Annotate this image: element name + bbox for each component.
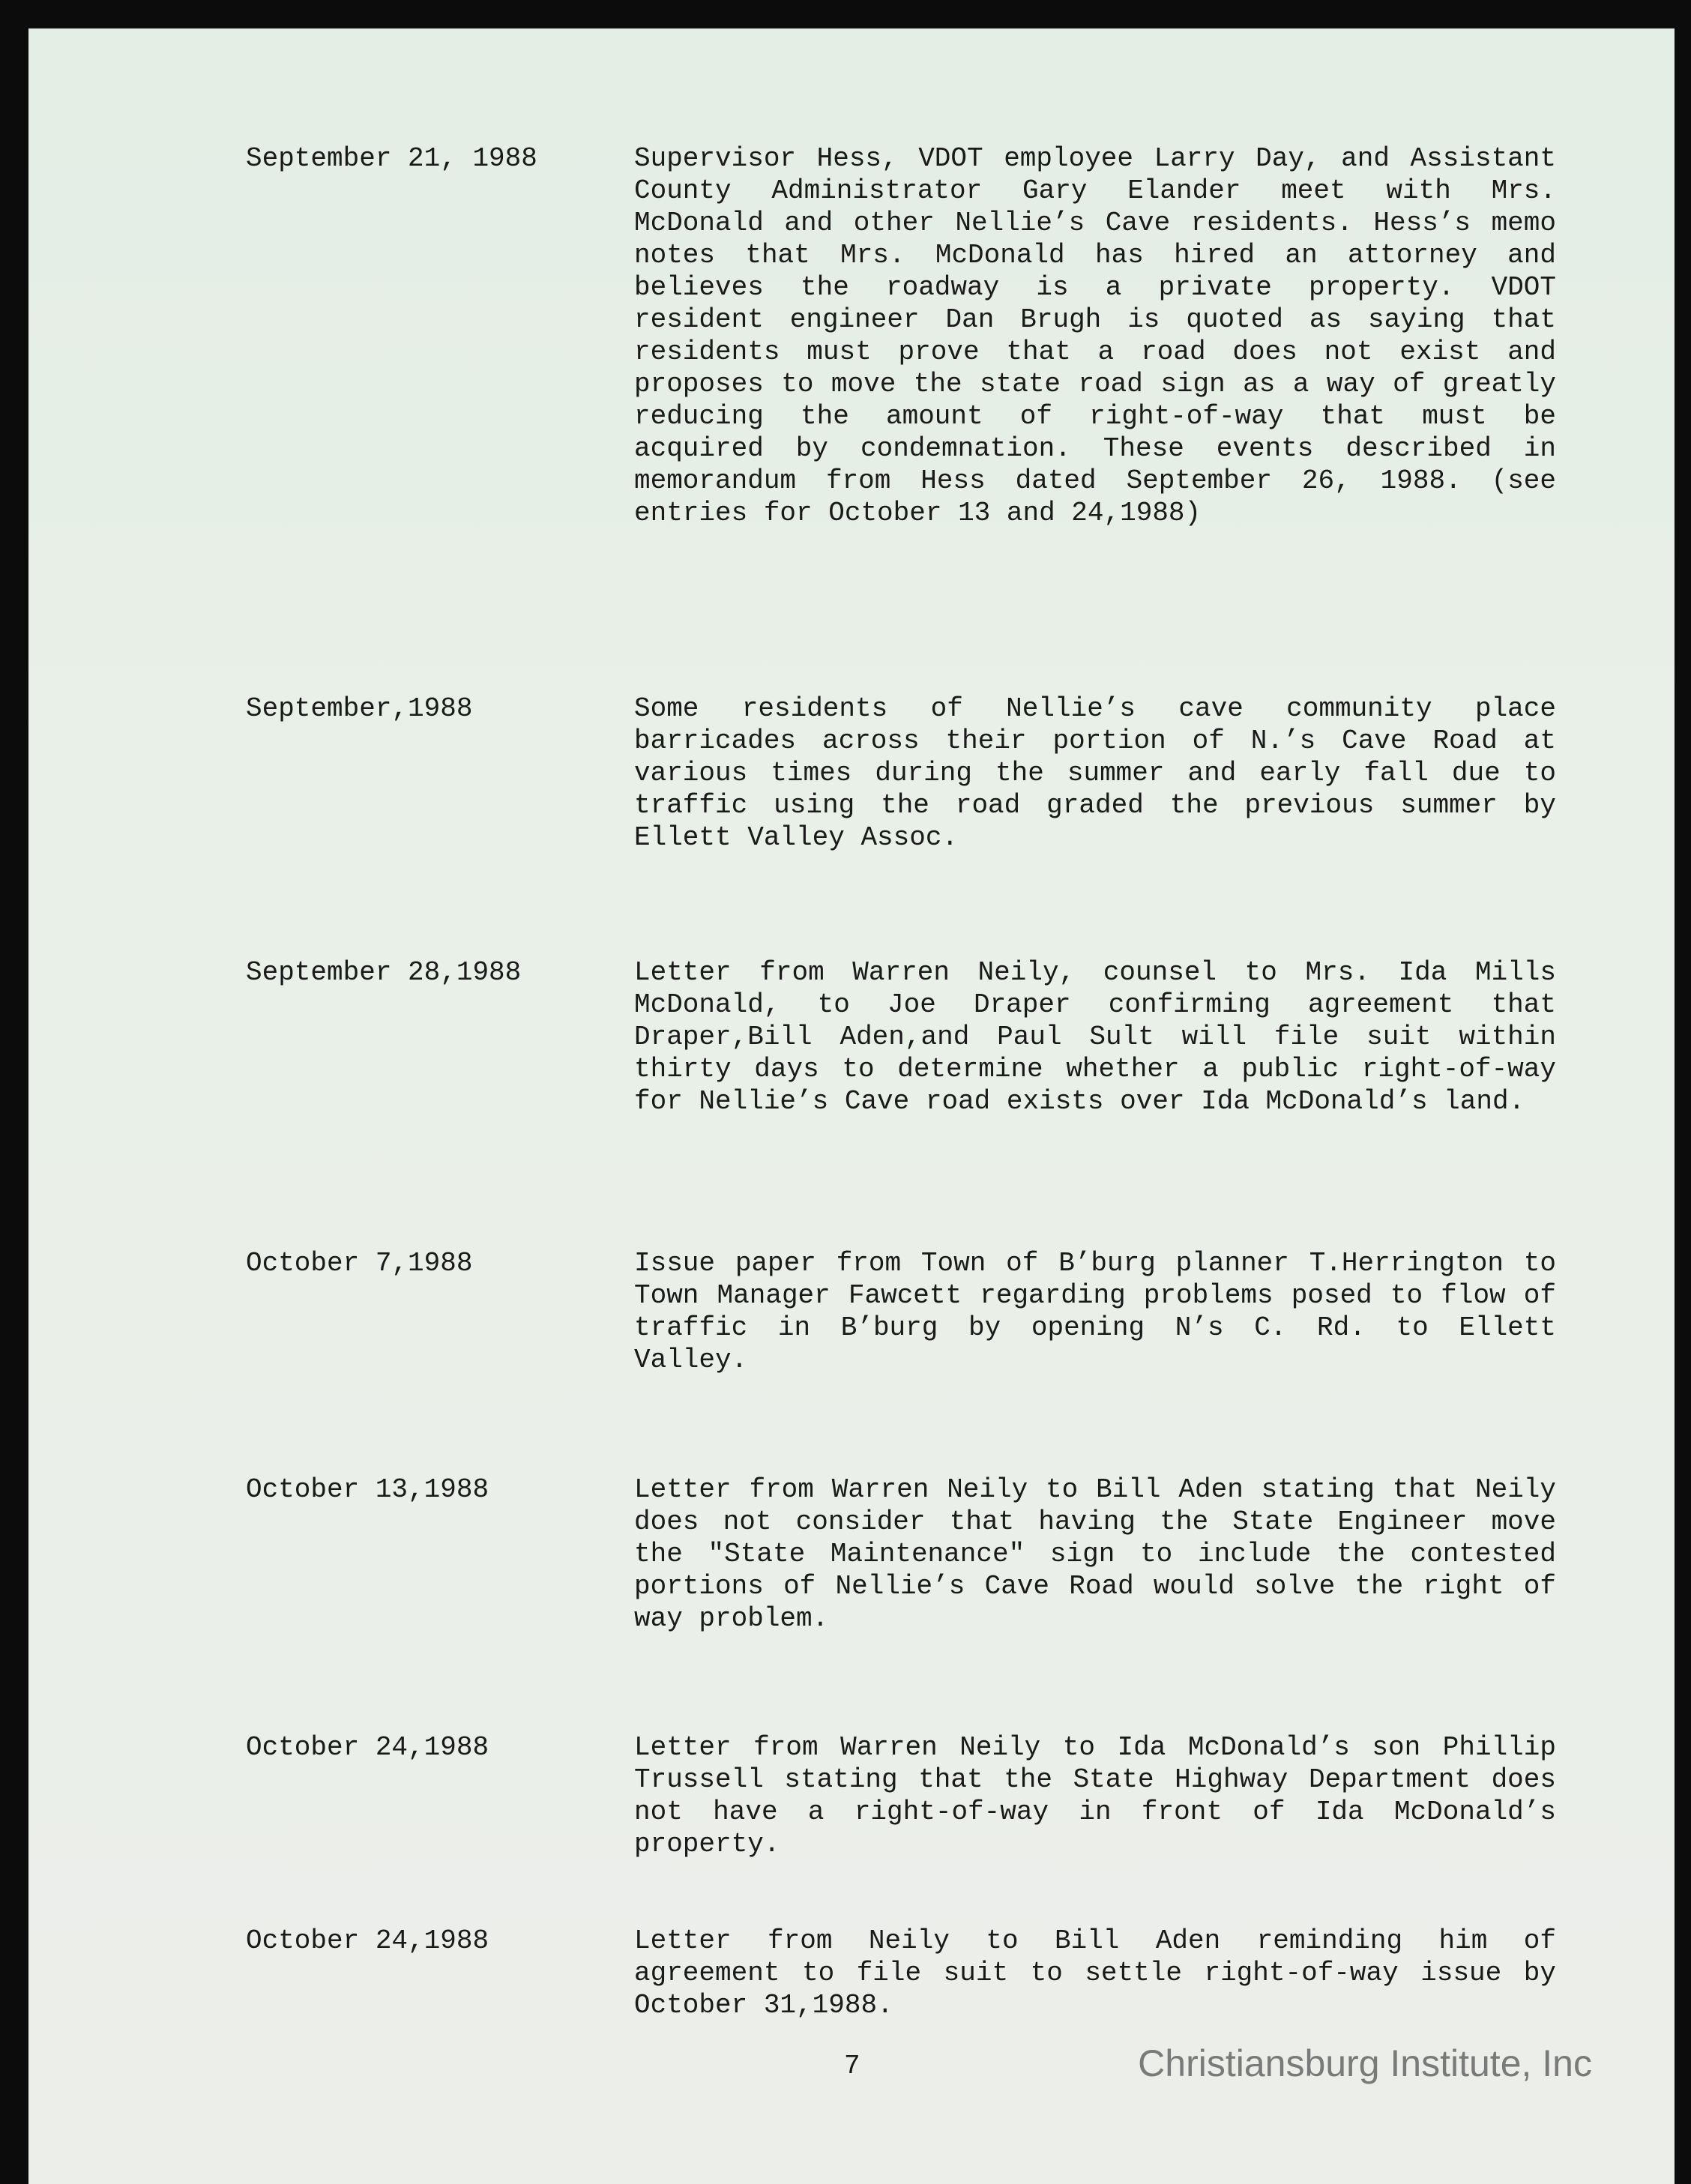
entry-text: Letter from Neily to Bill Aden reminding him of agreement to file suit to settle right-of-way issue by October 31,1988. [634, 1925, 1556, 2021]
entry-date: October 13,1988 [246, 1474, 489, 1505]
entry-date: September 21, 1988 [246, 143, 537, 174]
entry-text: Some residents of Nellie’s cave community place barricades across their portion of N.’s Cave Road at various times during the summer and early fall due to traffic using the road graded the previous summer by Ellett Valley Assoc. [634, 693, 1556, 853]
entry-text: Issue paper from Town of B’burg planner T.Herrington to Town Manager Fawcett regarding problems posed to flow of traffic in B’burg by opening N’s C. Rd. to Ellett Valley. [634, 1248, 1556, 1375]
entry-text: Letter from Warren Neily to Ida McDonald’s son Phillip Trussell stating that the State Highway Department does not have a right-of-way in front of Ida McDonald’s property. [634, 1732, 1556, 1859]
entry-text: Letter from Warren Neily to Bill Aden stating that Neily does not consider that having the State Engineer move the "State Maintenance" sign to include the contested portions of Nellie’s Cave Road would solve the right of way problem. [634, 1474, 1556, 1634]
entry-date: October 7,1988 [246, 1248, 473, 1279]
page-number: 7 [844, 2051, 860, 2081]
entry-text: Supervisor Hess, VDOT employee Larry Day, and Assistant County Administrator Gary Elander meet with Mrs. McDonald and other Nellie’s Cave residents. Hess’s memo notes that Mrs. McDonald has hired an attorney and believes the roadway is a private property. VDOT resident engineer Dan Brugh is quoted as saying that residents must prove that a road does not exist and proposes to move the state road sign as a way of greatly reducing the amount of right-of-way that must be acquired by condemnation. These events described in memorandum from Hess dated September 26, 1988. (see entries for October 13 and 24,1988) [634, 143, 1556, 528]
entry-date: September,1988 [246, 693, 473, 724]
watermark-text: Christiansburg Institute, Inc [1138, 2042, 1592, 2084]
entry-date: October 24,1988 [246, 1925, 489, 1956]
entry-date: September 28,1988 [246, 957, 522, 988]
document-page [28, 28, 1675, 2184]
entry-date: October 24,1988 [246, 1732, 489, 1763]
entry-text: Letter from Warren Neily, counsel to Mrs. Ida Mills McDonald, to Joe Draper confirming agreement that Draper,Bill Aden,and Paul Sult will file suit within thirty days to determine whether a public right-of-way for Nellie’s Cave road exists over Ida McDonald’s land. [634, 957, 1556, 1117]
